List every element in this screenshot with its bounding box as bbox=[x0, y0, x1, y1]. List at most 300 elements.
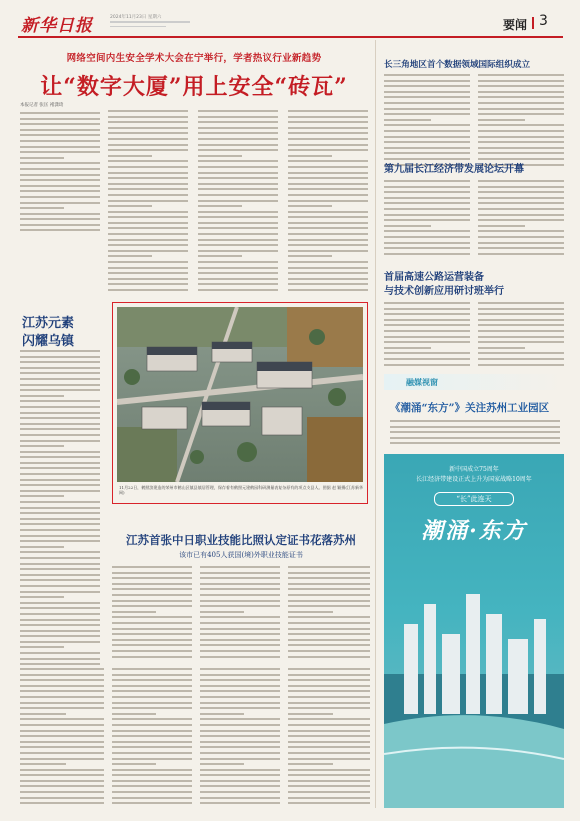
text-line bbox=[20, 423, 100, 425]
text-line bbox=[20, 624, 100, 626]
text-line bbox=[20, 780, 104, 782]
text-line bbox=[198, 188, 278, 190]
text-line bbox=[112, 763, 156, 765]
text-line bbox=[200, 718, 280, 720]
text-line bbox=[20, 663, 100, 665]
middle-story-subhead: 该市已有405人获国(境)外职业技能证书 bbox=[179, 551, 303, 559]
text-line bbox=[108, 160, 188, 162]
text-line bbox=[288, 605, 370, 607]
text-line bbox=[200, 600, 280, 602]
text-line bbox=[112, 644, 192, 646]
text-line bbox=[390, 442, 560, 444]
text-line bbox=[384, 147, 470, 149]
text-line bbox=[112, 769, 192, 771]
text-line bbox=[20, 685, 104, 687]
text-line bbox=[200, 566, 280, 568]
text-line bbox=[288, 780, 370, 782]
text-line bbox=[200, 577, 280, 579]
text-line bbox=[384, 96, 470, 98]
text-line bbox=[288, 724, 370, 726]
text-line bbox=[384, 302, 470, 304]
media-banner bbox=[384, 374, 564, 452]
text-line bbox=[478, 186, 564, 188]
text-line bbox=[478, 308, 564, 310]
text-line bbox=[200, 644, 280, 646]
text-line bbox=[200, 633, 280, 635]
text-line bbox=[112, 797, 192, 799]
right-low-headline-1: 首届高速公路运营装备 bbox=[384, 272, 484, 283]
text-line bbox=[108, 239, 188, 241]
text-line bbox=[20, 417, 100, 419]
text-line bbox=[20, 652, 100, 654]
text-line bbox=[112, 605, 192, 607]
text-line bbox=[288, 255, 332, 257]
text-line bbox=[478, 96, 564, 98]
text-line bbox=[288, 278, 368, 280]
text-line bbox=[20, 724, 104, 726]
text-line bbox=[478, 313, 564, 315]
text-line bbox=[200, 572, 280, 574]
text-line bbox=[112, 633, 192, 635]
text-line bbox=[20, 613, 100, 615]
text-line bbox=[288, 774, 370, 776]
text-line bbox=[288, 160, 368, 162]
text-line bbox=[20, 546, 64, 548]
text-line bbox=[20, 674, 104, 676]
text-line bbox=[108, 138, 188, 140]
text-line bbox=[478, 85, 564, 87]
text-line bbox=[288, 244, 368, 246]
banner-tag: 融媒视窗 bbox=[406, 378, 438, 387]
text-line bbox=[478, 364, 564, 366]
text-line bbox=[200, 774, 280, 776]
text-line bbox=[20, 140, 100, 142]
text-line bbox=[20, 763, 66, 765]
text-line bbox=[288, 289, 368, 291]
masthead-rule bbox=[18, 36, 563, 38]
text-line bbox=[198, 177, 278, 179]
text-line bbox=[288, 758, 370, 760]
text-line bbox=[288, 216, 368, 218]
text-line bbox=[112, 685, 192, 687]
text-line bbox=[20, 646, 64, 648]
aerial-photo bbox=[117, 307, 363, 482]
text-line bbox=[112, 639, 192, 641]
text-line bbox=[288, 752, 370, 754]
text-line bbox=[478, 208, 564, 210]
text-line bbox=[288, 769, 370, 771]
text-line bbox=[20, 563, 100, 565]
text-line bbox=[108, 216, 188, 218]
lead-body-col3 bbox=[198, 110, 278, 300]
text-line bbox=[20, 679, 104, 681]
text-line bbox=[198, 194, 278, 196]
text-line bbox=[288, 763, 333, 765]
text-line bbox=[112, 583, 192, 585]
text-line bbox=[20, 501, 100, 503]
text-line bbox=[198, 183, 278, 185]
text-line bbox=[108, 200, 188, 202]
text-line bbox=[200, 707, 280, 709]
text-line bbox=[20, 400, 100, 402]
text-line bbox=[200, 611, 244, 613]
text-line bbox=[478, 74, 564, 76]
left-story-body bbox=[20, 350, 100, 670]
lead-body-col1 bbox=[20, 112, 100, 240]
text-line bbox=[198, 166, 278, 168]
text-line bbox=[198, 278, 278, 280]
text-line bbox=[200, 588, 280, 590]
text-line bbox=[20, 174, 100, 176]
text-line bbox=[108, 255, 152, 257]
text-line bbox=[20, 445, 64, 447]
text-line bbox=[288, 644, 370, 646]
banner-body bbox=[390, 420, 560, 448]
text-line bbox=[384, 308, 470, 310]
text-line bbox=[108, 116, 188, 118]
text-line bbox=[20, 641, 100, 643]
column-divider bbox=[375, 40, 376, 808]
text-line bbox=[288, 746, 370, 748]
middle-story-body-col2 bbox=[200, 566, 280, 666]
text-line bbox=[108, 244, 188, 246]
text-line bbox=[20, 635, 100, 637]
text-line bbox=[198, 267, 278, 269]
text-line bbox=[200, 668, 280, 670]
text-line bbox=[384, 91, 470, 93]
text-line bbox=[384, 330, 470, 332]
text-line bbox=[384, 202, 470, 204]
text-line bbox=[288, 250, 368, 252]
text-line bbox=[288, 679, 370, 681]
bottom-body-col3 bbox=[200, 668, 280, 808]
text-line bbox=[112, 611, 156, 613]
text-line bbox=[20, 557, 100, 559]
section-label: 要闻 bbox=[503, 18, 528, 32]
text-line bbox=[20, 668, 104, 670]
text-line bbox=[288, 183, 368, 185]
text-line bbox=[288, 797, 370, 799]
text-line bbox=[112, 713, 156, 715]
right-top-headline: 长三角地区首个数据领域国际组织成立 bbox=[384, 60, 531, 70]
text-line bbox=[198, 227, 278, 229]
text-line bbox=[288, 616, 370, 618]
text-line bbox=[478, 347, 525, 349]
text-line bbox=[200, 785, 280, 787]
text-line bbox=[20, 518, 100, 520]
banner-headline: 《潮涌“东方”》关注苏州工业园区 bbox=[390, 402, 550, 414]
text-line bbox=[20, 207, 64, 209]
text-line bbox=[112, 802, 192, 804]
text-line bbox=[478, 141, 564, 143]
text-line bbox=[20, 412, 100, 414]
text-line bbox=[288, 205, 332, 207]
text-line bbox=[478, 247, 564, 249]
text-line bbox=[288, 600, 370, 602]
text-line bbox=[112, 594, 192, 596]
text-line bbox=[478, 113, 564, 115]
text-line bbox=[20, 630, 100, 632]
right-mid-body-col2 bbox=[478, 180, 564, 260]
text-line bbox=[384, 136, 470, 138]
text-line bbox=[288, 668, 370, 670]
text-line bbox=[198, 149, 278, 151]
text-line bbox=[478, 130, 564, 132]
text-line bbox=[20, 702, 104, 704]
text-line bbox=[384, 242, 470, 244]
text-line bbox=[20, 718, 104, 720]
text-line bbox=[384, 141, 470, 143]
text-line bbox=[478, 330, 564, 332]
text-line bbox=[20, 185, 100, 187]
right-low-story bbox=[384, 262, 564, 382]
text-line bbox=[20, 378, 100, 380]
text-line bbox=[384, 130, 470, 132]
text-line bbox=[384, 214, 470, 216]
text-line bbox=[20, 123, 100, 125]
meta-lines bbox=[110, 21, 190, 27]
text-line bbox=[288, 713, 333, 715]
promo-title: 潮涌·东方 bbox=[421, 518, 527, 544]
text-line bbox=[198, 160, 278, 162]
text-line bbox=[20, 730, 104, 732]
text-line bbox=[288, 127, 368, 129]
text-line bbox=[478, 225, 525, 227]
text-line bbox=[20, 591, 100, 593]
text-line bbox=[198, 261, 278, 263]
text-line bbox=[200, 685, 280, 687]
text-line bbox=[200, 802, 280, 804]
text-line bbox=[478, 302, 564, 304]
text-line bbox=[112, 656, 192, 658]
text-line bbox=[288, 572, 370, 574]
right-mid-story bbox=[384, 150, 564, 260]
text-line bbox=[288, 233, 368, 235]
text-line bbox=[108, 132, 188, 134]
text-line bbox=[20, 490, 100, 492]
text-line bbox=[20, 707, 104, 709]
text-line bbox=[384, 313, 470, 315]
text-line bbox=[200, 724, 280, 726]
text-line bbox=[384, 102, 470, 104]
text-line bbox=[20, 118, 100, 120]
text-line bbox=[200, 780, 280, 782]
text-line bbox=[288, 132, 368, 134]
text-line bbox=[20, 568, 100, 570]
text-line bbox=[112, 572, 192, 574]
lead-kicker: 网络空间内生安全学术大会在宁举行，学者热议行业新趋势 bbox=[66, 53, 322, 64]
text-line bbox=[384, 236, 470, 238]
text-line bbox=[478, 219, 564, 221]
text-line bbox=[288, 222, 368, 224]
text-line bbox=[200, 713, 244, 715]
text-line bbox=[200, 769, 280, 771]
lead-story bbox=[18, 40, 370, 250]
text-line bbox=[384, 247, 470, 249]
text-line bbox=[20, 190, 100, 192]
text-line bbox=[198, 255, 242, 257]
section-divider bbox=[532, 17, 534, 29]
text-line bbox=[478, 242, 564, 244]
text-line bbox=[384, 336, 470, 338]
text-line bbox=[112, 702, 192, 704]
text-line bbox=[20, 218, 100, 220]
text-line bbox=[198, 272, 278, 274]
text-line bbox=[108, 211, 188, 213]
text-line bbox=[198, 121, 278, 123]
text-line bbox=[20, 774, 104, 776]
text-line bbox=[200, 679, 280, 681]
lead-body-col2 bbox=[108, 110, 188, 300]
text-line bbox=[198, 116, 278, 118]
bottom-body-col1 bbox=[20, 668, 104, 808]
text-line bbox=[384, 319, 470, 321]
text-line bbox=[200, 741, 280, 743]
text-line bbox=[20, 202, 100, 204]
text-line bbox=[200, 605, 280, 607]
text-line bbox=[20, 179, 100, 181]
text-line bbox=[20, 384, 100, 386]
text-line bbox=[112, 730, 192, 732]
promo-line-1: 新中国成立75周年 bbox=[449, 466, 499, 473]
text-line bbox=[198, 144, 278, 146]
text-line bbox=[20, 574, 100, 576]
text-line bbox=[20, 224, 100, 226]
text-line bbox=[390, 437, 560, 439]
text-line bbox=[478, 336, 564, 338]
page-number: 3 bbox=[539, 13, 548, 29]
text-line bbox=[384, 324, 470, 326]
text-line bbox=[20, 479, 100, 481]
text-line bbox=[384, 230, 470, 232]
text-line bbox=[478, 202, 564, 204]
right-low-body-col2 bbox=[478, 302, 564, 374]
text-line bbox=[384, 219, 470, 221]
text-line bbox=[198, 244, 278, 246]
text-line bbox=[478, 319, 564, 321]
lead-headline: 让“数字大厦”用上安全“砖瓦” bbox=[40, 74, 348, 100]
text-line bbox=[478, 180, 564, 182]
text-line bbox=[288, 239, 368, 241]
text-line bbox=[112, 566, 192, 568]
text-line bbox=[20, 523, 100, 525]
middle-story-body-col3 bbox=[288, 566, 370, 666]
text-line bbox=[20, 658, 100, 660]
text-line bbox=[20, 428, 100, 430]
text-line bbox=[20, 162, 100, 164]
text-line bbox=[112, 774, 192, 776]
text-line bbox=[288, 166, 368, 168]
text-line bbox=[20, 361, 100, 363]
right-mid-body-col1 bbox=[384, 180, 470, 260]
text-line bbox=[478, 136, 564, 138]
text-line bbox=[20, 434, 100, 436]
text-line bbox=[200, 583, 280, 585]
text-line bbox=[108, 121, 188, 123]
text-line bbox=[108, 233, 188, 235]
text-line bbox=[108, 267, 188, 269]
text-line bbox=[20, 690, 104, 692]
text-line bbox=[20, 791, 104, 793]
text-line bbox=[20, 741, 104, 743]
issue-meta: 2024年11月23日 星期六 bbox=[110, 15, 162, 20]
text-line bbox=[390, 420, 560, 422]
text-line bbox=[20, 540, 100, 542]
text-line bbox=[288, 121, 368, 123]
text-line bbox=[288, 200, 368, 202]
text-line bbox=[384, 225, 431, 227]
text-line bbox=[112, 780, 192, 782]
text-line bbox=[108, 250, 188, 252]
text-line bbox=[108, 183, 188, 185]
text-line bbox=[112, 746, 192, 748]
text-line bbox=[198, 155, 242, 157]
text-line bbox=[20, 551, 100, 553]
text-line bbox=[20, 713, 66, 715]
text-line bbox=[200, 674, 280, 676]
text-line bbox=[112, 741, 192, 743]
text-line bbox=[198, 110, 278, 112]
text-line bbox=[20, 389, 100, 391]
text-line bbox=[20, 746, 104, 748]
text-line bbox=[288, 791, 370, 793]
text-line bbox=[198, 239, 278, 241]
text-line bbox=[478, 341, 564, 343]
text-line bbox=[20, 512, 100, 514]
text-line bbox=[288, 283, 368, 285]
text-line bbox=[288, 211, 368, 213]
text-line bbox=[112, 577, 192, 579]
text-line bbox=[478, 108, 564, 110]
text-line bbox=[112, 724, 192, 726]
text-line bbox=[108, 261, 188, 263]
city-skyline-graphic bbox=[384, 554, 564, 808]
text-line bbox=[108, 149, 188, 151]
text-line bbox=[112, 674, 192, 676]
text-line bbox=[478, 214, 564, 216]
text-line bbox=[112, 668, 192, 670]
bottom-body-col4 bbox=[288, 668, 370, 808]
text-line bbox=[20, 484, 100, 486]
text-line bbox=[108, 205, 152, 207]
text-line bbox=[20, 462, 100, 464]
text-line bbox=[384, 197, 470, 199]
text-line bbox=[478, 352, 564, 354]
text-line bbox=[198, 132, 278, 134]
text-line bbox=[200, 702, 280, 704]
text-line bbox=[288, 227, 368, 229]
text-line bbox=[108, 278, 188, 280]
text-line bbox=[478, 124, 564, 126]
text-line bbox=[200, 639, 280, 641]
text-line bbox=[200, 616, 280, 618]
text-line bbox=[200, 622, 280, 624]
text-line bbox=[288, 802, 370, 804]
text-line bbox=[112, 785, 192, 787]
text-line bbox=[20, 440, 100, 442]
text-line bbox=[20, 151, 100, 153]
text-line bbox=[20, 467, 100, 469]
text-line bbox=[200, 656, 280, 658]
text-line bbox=[478, 236, 564, 238]
right-mid-headline: 第九届长江经济带发展论坛开幕 bbox=[384, 164, 524, 175]
photo-frame bbox=[112, 302, 368, 504]
text-line bbox=[384, 124, 470, 126]
text-line bbox=[478, 358, 564, 360]
text-line bbox=[20, 619, 100, 621]
left-story-headline-1: 江苏元素 bbox=[22, 316, 75, 331]
text-line bbox=[108, 194, 188, 196]
